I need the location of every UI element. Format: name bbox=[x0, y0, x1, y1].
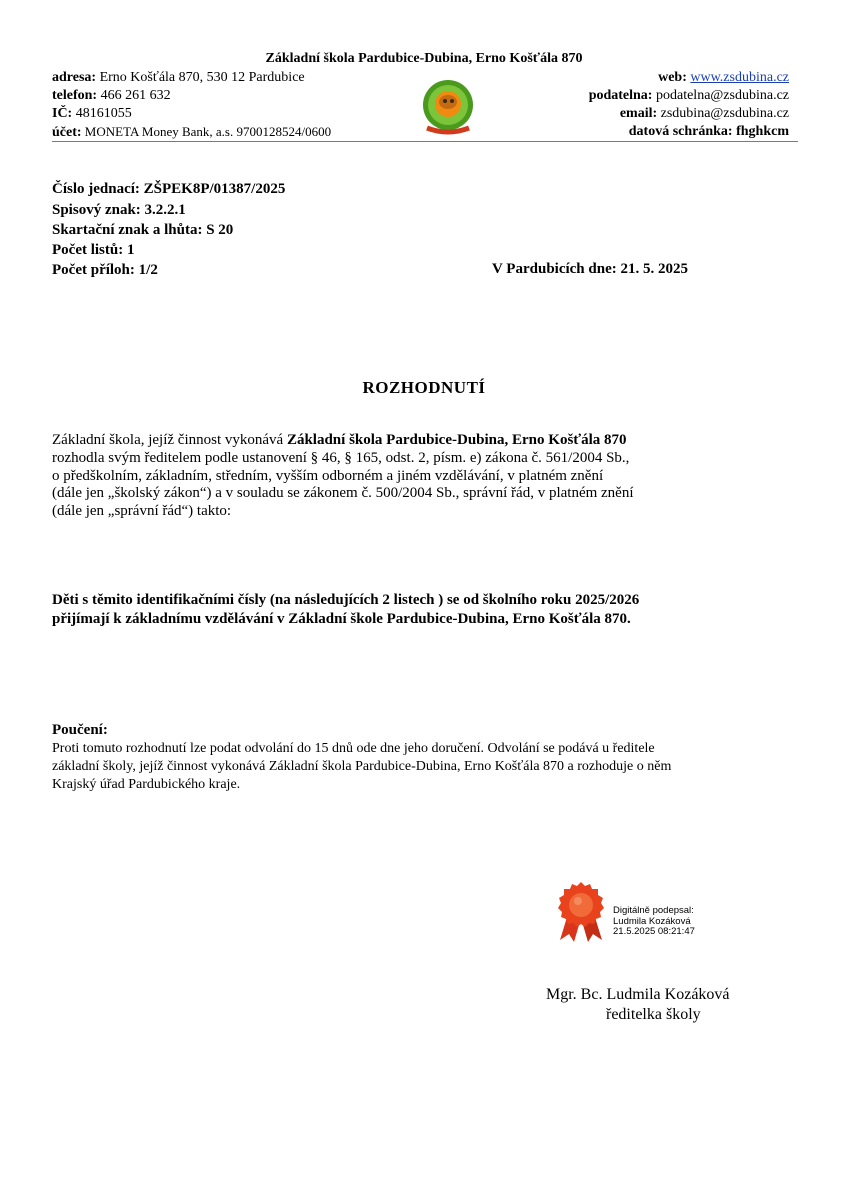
body-line-3: o předškolním, základním, středním, vyšším odborném a jiném vzdělávání, v platném znění bbox=[52, 467, 604, 484]
instruction-line-1: Proti tomuto rozhodnutí lze podat odvolání do 15 dnů ode dne jeho doručení. Odvolání se podává u ředitele bbox=[52, 741, 655, 756]
document-date: V Pardubicích dne: 21. 5. 2025 bbox=[492, 261, 688, 277]
phone-value: 466 261 632 bbox=[100, 88, 171, 103]
body-line-5: (dále jen „správní řád“) takto: bbox=[52, 503, 232, 520]
sheet-count: Počet listů: 1 bbox=[52, 242, 135, 258]
decision-body bbox=[52, 432, 772, 521]
podatelna-label: podatelna: bbox=[588, 88, 653, 103]
attachment-count: Počet příloh: 1/2 bbox=[52, 262, 158, 278]
body-line-4: (dále jen „školský zákon“) a v souladu se zákonem č. 500/2004 Sb., správní řád, v platném znění bbox=[52, 485, 634, 502]
shredding-mark: Skartační znak a lhůta: S 20 bbox=[52, 222, 234, 238]
header-email bbox=[620, 105, 789, 122]
instruction-line-3: Krajský úřad Pardubického kraje. bbox=[52, 777, 241, 792]
header-databox: datová schránka: fhghkcm bbox=[628, 124, 789, 139]
body-school-name: Základní škola Pardubice-Dubina, Erno Košťála 870 bbox=[286, 432, 627, 448]
digital-signature-line-2: Ludmila Kozáková bbox=[613, 915, 691, 927]
document-title: ROZHODNUTÍ bbox=[362, 378, 486, 397]
phone-label: telefon: bbox=[52, 88, 98, 103]
header-podatelna bbox=[589, 87, 789, 104]
instruction-line-2: základní školy, jejíž činnost vykonává Základní škola Pardubice-Dubina, Erno Košťála 870 a rozhoduje o něm bbox=[52, 759, 672, 774]
email-label: email: bbox=[619, 106, 658, 121]
body-line-2: rozhodla svým ředitelem podle ustanovení § 46, § 165, odst. 2, písm. e) zákona č. 561/2004 Sb., bbox=[52, 449, 630, 466]
instruction-text bbox=[52, 740, 792, 794]
header-web bbox=[658, 69, 789, 86]
decision-line-1: Děti s těmito identifikačními čísly (na následujících 2 listech ) se od školního roku 2025/2026 bbox=[52, 592, 640, 608]
ico-value: 48161055 bbox=[75, 106, 132, 121]
signer-name: Mgr. Bc. Ludmila Kozáková bbox=[546, 986, 730, 1003]
web-link[interactable]: www.zsdubina.cz bbox=[690, 70, 789, 85]
header-account bbox=[52, 123, 331, 141]
school-header-title: Základní škola Pardubice-Dubina, Erno Košťála 870 bbox=[265, 51, 583, 66]
digital-seal-icon bbox=[554, 880, 608, 942]
header-ico bbox=[52, 105, 132, 122]
digital-signature-line-1: Digitálně podepsal: bbox=[613, 905, 694, 916]
address-value: Erno Košťála 870, 530 12 Pardubice bbox=[99, 70, 305, 85]
reference-number: Číslo jednací: ZŠPEK8P/01387/2025 bbox=[52, 181, 286, 197]
body-intro: Základní škola, jejíž činnost vykonává bbox=[52, 432, 287, 448]
decision-line-2: přijímají k základnímu vzdělávání v Základní škole Pardubice-Dubina, Erno Košťála 870. bbox=[52, 611, 631, 627]
ico-label: IČ: bbox=[52, 106, 73, 121]
account-label: účet: bbox=[52, 125, 82, 140]
address-label: adresa: bbox=[52, 70, 97, 85]
digital-signature-line-3: 21.5.2025 08:21:47 bbox=[613, 926, 695, 937]
web-label: web: bbox=[658, 70, 687, 85]
account-value: MONETA Money Bank, a.s. 9700128524/0600 bbox=[84, 124, 332, 139]
signer-role: ředitelka školy bbox=[606, 1006, 701, 1023]
file-mark: Spisový znak: 3.2.2.1 bbox=[52, 202, 186, 218]
header-phone bbox=[52, 87, 171, 104]
email-value: zsdubina@zsdubina.cz bbox=[660, 106, 789, 121]
podatelna-value: podatelna@zsdubina.cz bbox=[655, 88, 789, 103]
header-divider bbox=[52, 141, 798, 142]
header-address bbox=[52, 69, 305, 86]
instruction-heading: Poučení: bbox=[52, 722, 108, 738]
body-line-1 bbox=[52, 432, 772, 450]
school-logo bbox=[419, 78, 477, 136]
digital-signature-info bbox=[613, 906, 695, 938]
decision-statement bbox=[52, 591, 792, 629]
